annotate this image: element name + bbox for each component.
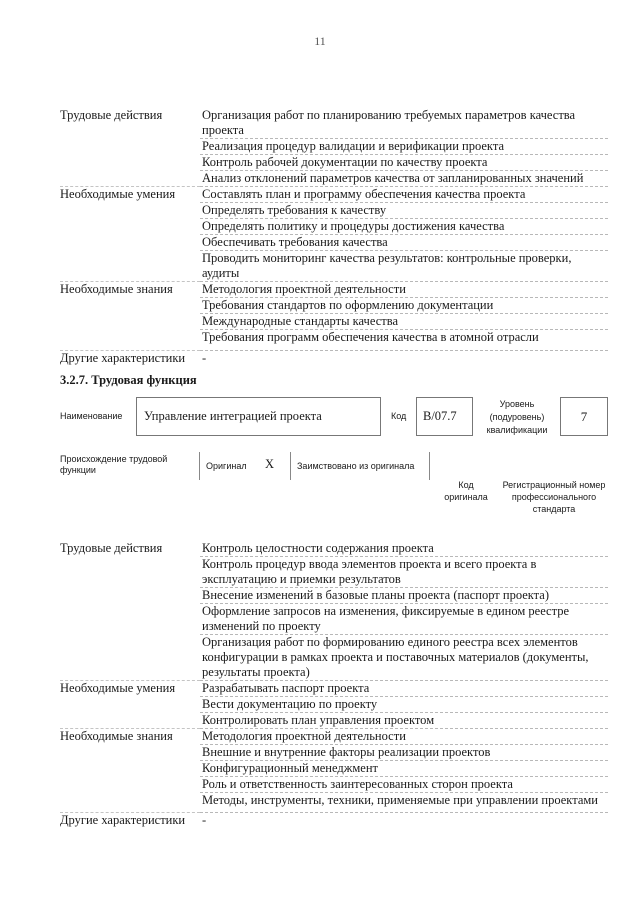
list-item: Требования программ обеспечения качества в атомной отрасли: [200, 330, 608, 351]
original-label: Оригинал: [206, 461, 247, 471]
borrowed-label: Заимствовано из оригинала: [297, 461, 415, 471]
table-row: [60, 351, 608, 367]
code-original-label: Код оригинала: [444, 480, 488, 502]
list-item: Анализ отклонений параметров качества от запланированных значений: [200, 171, 608, 187]
characteristics-table-1: [60, 108, 608, 366]
original-mark: X: [265, 457, 275, 471]
row-label: Необходимые умения: [60, 681, 200, 729]
table-row: [60, 541, 608, 557]
row-label: Трудовые действия: [60, 541, 200, 681]
level-label: Уровень (подуровень) квалификации: [486, 399, 548, 435]
list-item: Контролировать план управления проектом: [200, 713, 608, 729]
list-item: Определять требования к качеству: [200, 203, 608, 219]
name-label: Наименование: [60, 411, 123, 421]
list-item: Оформление запросов на изменения, фиксируемые в едином реестре изменений по проекту: [200, 604, 608, 635]
list-item: Конфигурационный менеджмент: [200, 761, 608, 777]
table-row: [60, 282, 608, 298]
page-number: 11: [314, 34, 326, 48]
reg-number-label: Регистрационный номер профессионального стандарта: [502, 480, 606, 514]
origin-label: Происхождение трудовой функции: [60, 454, 168, 475]
list-item: Роль и ответственность заинтересованных сторон проекта: [200, 777, 608, 793]
list-item: Реализация процедур валидации и верификации проекта: [200, 139, 608, 155]
list-item: Методы, инструменты, техники, применяемые при управлении проектами: [200, 793, 608, 813]
list-item: Разрабатывать паспорт проекта: [200, 681, 608, 697]
list-item: Контроль процедур ввода элементов проекта и всего проекта в эксплуатацию и приемки результатов: [200, 557, 608, 588]
table-row: [60, 681, 608, 697]
list-item: Контроль рабочей документации по качеству проекта: [200, 155, 608, 171]
section-heading: 3.2.7. Трудовая функция: [60, 373, 197, 387]
list-item: Проводить мониторинг качества результатов: контрольные проверки, аудиты: [200, 251, 608, 282]
list-item: Внесение изменений в базовые планы проекта (паспорт проекта): [200, 588, 608, 604]
divider: [290, 452, 291, 480]
row-label: Необходимые знания: [60, 282, 200, 351]
list-item: Организация работ по планированию требуемых параметров качества проекта: [200, 108, 608, 139]
table-row: [60, 108, 608, 139]
function-name-field: Управление интеграцией проекта: [136, 397, 381, 436]
code-label: Код: [391, 411, 407, 421]
list-item: Методология проектной деятельности: [200, 282, 608, 298]
list-item: Международные стандарты качества: [200, 314, 608, 330]
row-label: Необходимые знания: [60, 729, 200, 813]
divider: [199, 452, 200, 480]
table-row: [60, 813, 608, 829]
characteristics-table-2: [60, 541, 608, 828]
list-item: Контроль целостности содержания проекта: [200, 541, 608, 557]
row-label: Другие характеристики: [60, 351, 186, 365]
row-label: Другие характеристики: [60, 813, 186, 827]
list-item: Определять политику и процедуры достижения качества: [200, 219, 608, 235]
row-label: Необходимые умения: [60, 187, 200, 282]
list-item: Внешние и внутренние факторы реализации проектов: [200, 745, 608, 761]
table-row: [60, 729, 608, 745]
row-label: Трудовые действия: [60, 108, 200, 187]
list-item: Вести документацию по проекту: [200, 697, 608, 713]
qualification-level-field: 7: [560, 397, 608, 436]
list-item: Организация работ по формированию единого реестра всех элементов конфигурации в рамках проекта и поставочных материалов (документы, результаты проекта): [200, 635, 608, 681]
list-item: Требования стандартов по оформлению документации: [200, 298, 608, 314]
list-item: Методология проектной деятельности: [200, 729, 608, 745]
divider: [429, 452, 430, 480]
list-item: Составлять план и программу обеспечения качества проекта: [200, 187, 608, 203]
function-code-field: B/07.7: [416, 397, 473, 436]
list-item: Обеспечивать требования качества: [200, 235, 608, 251]
list-item: -: [202, 813, 207, 827]
table-row: [60, 187, 608, 203]
list-item: -: [202, 351, 207, 365]
